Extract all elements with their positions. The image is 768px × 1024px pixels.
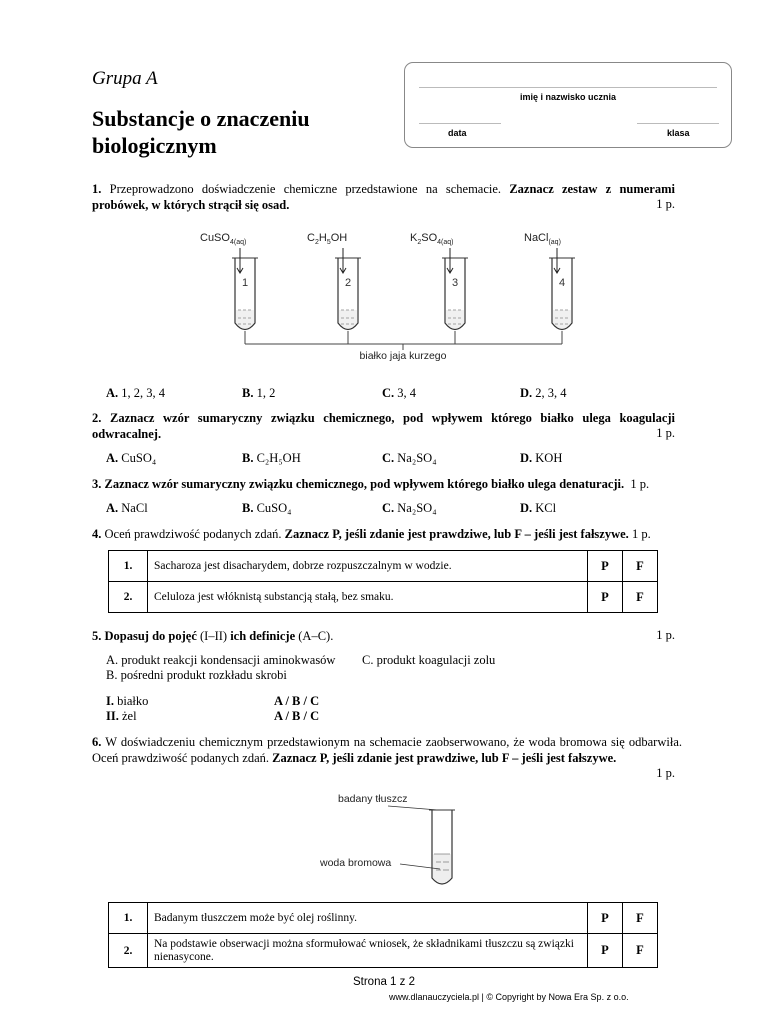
reagent-label-3: $K_2SO_{4(aq)}$: [410, 232, 454, 246]
false-option[interactable]: F: [623, 551, 658, 582]
answer-d[interactable]: D. 2, 3, 4: [520, 386, 567, 400]
group-label: Grupa A: [92, 68, 158, 89]
answer-a[interactable]: A. NaCl: [106, 501, 148, 515]
tube-number: 4: [558, 277, 566, 289]
choices-1[interactable]: A / B / C: [274, 694, 320, 708]
question-2: 2. Zaznacz wzór sumaryczny związku chemicznego, pod wpływem którego białko ulega koagulacji odwracalnej.: [92, 411, 676, 441]
name-label: imię i nazwisko ucznia: [519, 92, 617, 102]
test-tube-1: [232, 248, 258, 344]
answer-d[interactable]: D. KCl: [520, 501, 557, 515]
page-title: Substancje o znaczeniu biologicznym: [92, 106, 310, 158]
copyright: www.dlanauczyciela.pl | © Copyright by Nowa Era Sp. z o.o.: [389, 992, 629, 1002]
reagent-label-4: NaCl$_{(aq)}$: [524, 232, 561, 246]
answer-c[interactable]: C. Na₂SO₄: [382, 501, 437, 515]
question-4: 4. Oceń prawdziwość podanych zdań. Zaznacz P, jeśli zdanie jest prawdziwe, lub F – jeśli jest fałszywe. 1 p.: [92, 527, 651, 541]
answer-a[interactable]: A. 1, 2, 3, 4: [106, 386, 166, 400]
reagent-label-1: CuSO$_{4(aq)}$: [200, 232, 247, 246]
answer-b[interactable]: B. CuSO₄: [242, 501, 292, 515]
question-3: 3. Zaznacz wzór sumaryczny związku chemicznego, pod wpływem którego białko ulega denaturacji. 1 p.: [92, 477, 650, 491]
points: 1 p.: [631, 527, 651, 541]
tube-number: 2: [344, 277, 352, 289]
true-option[interactable]: P: [588, 551, 623, 582]
choices-2[interactable]: A / B / C: [274, 709, 320, 723]
true-option[interactable]: P: [588, 582, 623, 613]
question-6: 6. W doświadczeniu chemicznym przedstawionym na schemacie zaobserwowano, że woda bromowa się odbarwiła. Oceń prawdziwość podanych zdań. Zaznacz P, jeśli zdanie jest prawdziwe, lub F – jeśli jest fałszywe.: [92, 735, 682, 765]
table-row: 2. Na podstawie obserwacji można sformułować wniosek, że składnikami tłuszczu są związki nienasycone. P F: [109, 934, 658, 968]
true-false-table-4: [108, 550, 658, 613]
question-instruction: Zaznacz wzór sumaryczny związku chemicznego, pod wpływem którego białko ulega koagulacji odwracalnej.: [92, 411, 676, 441]
test-tube-2: [335, 248, 361, 344]
test-tube-4: [549, 248, 575, 344]
test-tube-3: [442, 248, 468, 344]
student-info-box: [404, 62, 732, 148]
false-option[interactable]: F: [623, 903, 658, 934]
answer-c[interactable]: C. 3, 4: [382, 386, 417, 400]
question-5: 5. Dopasuj do pojęć (I–II) ich definicje (A–C).: [92, 629, 334, 643]
date-label: data: [448, 128, 467, 138]
points: 1 p.: [656, 628, 675, 642]
question-instruction: Zaznacz P, jeśli zdanie jest prawdziwe, lub F – jeśli jest fałszywe.: [284, 527, 629, 541]
tube-number: 3: [451, 277, 459, 289]
answer-b[interactable]: B. 1, 2: [242, 386, 276, 400]
answer-a[interactable]: A. CuSO₄: [106, 451, 157, 465]
table-row: 1. Badanym tłuszczem może być olej roślinny. P F: [109, 903, 658, 934]
egg-white-label: białko jaja kurzego: [359, 350, 447, 362]
bromine-water-diagram: [310, 790, 510, 896]
question-instruction: Zaznacz zestaw z numerami probówek, w których strącił się osad.: [92, 182, 675, 212]
false-option[interactable]: F: [623, 934, 658, 968]
test-tubes-diagram: [190, 226, 590, 366]
table-row: 2. Celuloza jest włóknistą substancją stałą, bez smaku. P F: [109, 582, 658, 613]
question-text: Przeprowadzono doświadczenie chemiczne przedstawione na schemacie.: [109, 182, 502, 196]
question-number: 1.: [92, 182, 102, 196]
definition-a: A. produkt reakcji kondensacji aminokwasów: [106, 653, 336, 667]
tube-number: 1: [241, 277, 249, 289]
table-row: 1. Sacharoza jest disacharydem, dobrze rozpuszczalnym w wodzie. P F: [109, 551, 658, 582]
true-option[interactable]: P: [588, 934, 623, 968]
points: 1 p.: [656, 426, 675, 440]
answer-b[interactable]: B. C₂H₅OH: [242, 451, 301, 465]
tested-fat-label: badany tłuszcz: [338, 793, 408, 805]
true-option[interactable]: P: [588, 903, 623, 934]
false-option[interactable]: F: [623, 582, 658, 613]
concept-1: I. białko: [106, 694, 149, 708]
points: 1 p.: [656, 197, 675, 211]
true-false-table-6: [108, 902, 658, 968]
question-1: [92, 181, 675, 213]
points: 1 p.: [656, 766, 675, 780]
bromine-water-label: woda bromowa: [320, 857, 392, 869]
definition-b: B. pośredni produkt rozkładu skrobi: [106, 668, 287, 682]
question-instruction: Zaznacz P, jeśli zdanie jest prawdziwe, lub F – jeśli jest fałszywe.: [272, 751, 617, 765]
page-number: Strona 1 z 2: [352, 976, 415, 988]
reagent-label-2: $C_2H_5OH$: [307, 232, 348, 246]
answer-c[interactable]: C. Na₂SO₄: [382, 451, 437, 465]
concept-2: II. żel: [106, 709, 137, 723]
class-label: klasa: [667, 128, 690, 138]
question-instruction: Zaznacz wzór sumaryczny związku chemicznego, pod wpływem którego białko ulega denaturacji.: [104, 477, 625, 491]
points: 1 p.: [630, 477, 650, 491]
definition-c: C. produkt koagulacji zolu: [362, 653, 496, 667]
answer-d[interactable]: D. KOH: [520, 451, 563, 465]
